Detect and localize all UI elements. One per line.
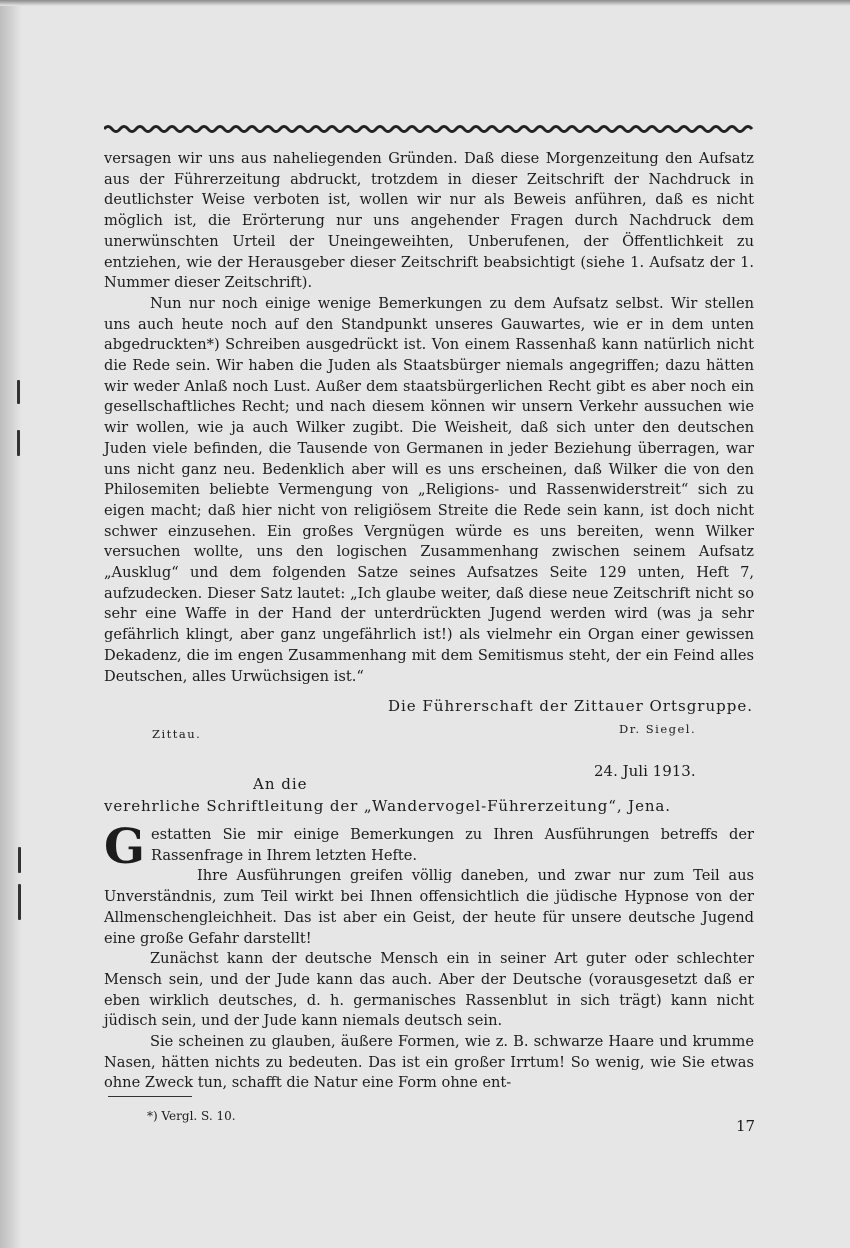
letter-paragraph-3: Zunächst kann der deutsche Mensch ein in seiner Art guter oder schlechter Mensch sein, und der Jude kann das auch. Aber der Deutsche (vorausgesetzt daß er eben wirklich deutsches, d. h. germanisches Rassenblut in sich trägt) kann nicht jüdisch sein, und der Jude kann niemals deutsch sein.	[104, 950, 754, 1030]
paragraph-1: versagen wir uns aus naheliegenden Gründen. Daß diese Morgenzeitung den Aufsatz aus der Führerzeitung abdruckt, trotzdem in dieser Zeitschrift der Nachdruck in deutlichster Weise verboten ist, wollen wir nur als Beweis anführen, daß es nicht möglich ist, die Erörterung nur uns angehender Fragen durch Nachdruck dem unerwünschten Urteil der Uneingeweihten, Unberufenen, der Öffentlichkeit zu entziehen, wie der Herausgeber dieser Zeitschrift beabsichtigt (siehe 1. Aufsatz der 1. Nummer dieser Zeitschrift).	[104, 150, 754, 292]
page-gutter-shadow	[0, 0, 22, 1248]
letter-paragraph-1: Gestatten Sie mir einige Bemerkungen zu Ihren Ausführungen betreffs der Rassenfrage in Ihrem letzten Hefte.	[104, 819, 754, 875]
signature-group: Die Führerschaft der Zittauer Ortsgruppe.	[387, 697, 753, 715]
letter-paragraph-4: Sie scheinen zu glauben, äußere Formen, wie z. B. schwarze Haare und krumme Nasen, hätten nichts zu bedeuten. Das ist ein großer Irrtum! So wenig, wie Sie etwas ohne Zweck tun, schafft die Natur eine Form ohne ent-	[104, 1033, 754, 1092]
page-number: 17	[736, 1117, 756, 1135]
drop-cap: G	[104, 819, 145, 875]
letter-address-2: verehrliche Schriftleitung der „Wandervogel-Führerzeitung“, Jena.	[104, 797, 671, 815]
footnote-rule	[108, 1096, 192, 1097]
margin-mark	[17, 430, 20, 456]
margin-mark	[17, 380, 20, 404]
signer-name: Dr. Siegel.	[619, 722, 697, 736]
letter-date: 24. Juli 1913.	[594, 762, 696, 780]
footnote: *) Vergl. S. 10.	[147, 1109, 236, 1123]
text-block-letter	[104, 819, 754, 1094]
ornamental-rule	[104, 123, 754, 135]
margin-mark	[18, 847, 21, 873]
margin-mark	[18, 884, 21, 920]
letter-address-1: An die	[253, 775, 308, 793]
text-block-upper	[104, 149, 754, 687]
place-name: Zittau.	[152, 727, 202, 741]
page-top-edge	[0, 0, 850, 6]
paragraph-2: Nun nur noch einige wenige Bemerkungen zu dem Aufsatz selbst. Wir stellen uns auch heute noch auf den Standpunkt unseres Gauwartes, wie er in dem unten abgedruckten*) Schreiben ausgedrückt ist. Von einem Rassenhaß kann natürlich nicht die Rede sein. Wir haben die Juden als Staatsbürger niemals angegriffen; dazu hätten wir weder Anlaß noch Lust. Außer dem staatsbürgerlichen Recht gibt es aber noch ein gesellschaftliches Recht; und nach diesem können wir unsern Verkehr aussuchen wie wir wollen, wie ja auch Wilker zugibt. Die Weisheit, daß sich unter den deutschen Juden viele befinden, die Tausende von Germanen in jeder Beziehung überragen, war uns nicht ganz neu. Bedenklich aber will es uns erscheinen, daß Wilker die von den Philosemiten beliebte Vermengung von „Religions- und Rassenwiderstreit“ sich zu eigen macht; daß hier nicht von religiösem Streite die Rede sein kann, ist doch nicht schwer einzusehen. Ein großes Vergnügen würde es uns bereiten, wenn Wilker versuchen wollte, uns den logischen Zusammenhang zwischen seinem Aufsatz „Ausklug“ und dem folgenden Satze seines Aufsatzes Seite 129 unten, Heft 7, aufzudecken. Dieser Satz lautet: „Ich glaube weiter, daß diese neue Zeitschrift nicht so sehr eine Waffe in der Hand der unterdrückten Jugend werden wird (was ja sehr gefährlich klingt, aber ganz ungefährlich ist!) als vielmehr ein Organ einer gewissen Dekadenz, die im engen Zusammenhang mit dem Semitismus steht, der ein Feind alles Deutschen, alles Urwüchsigen ist.“	[104, 294, 754, 685]
letter-paragraph-2: Ihre Ausführungen greifen völlig daneben, und zwar nur zum Teil aus Unverständnis, zum Teil wirkt bei Ihnen offensichtlich die jüdische Hypnose von der Allmenschengleichheit. Das ist aber ein Geist, der heute für unsere deutsche Jugend eine große Gefahr darstellt!	[104, 867, 754, 947]
